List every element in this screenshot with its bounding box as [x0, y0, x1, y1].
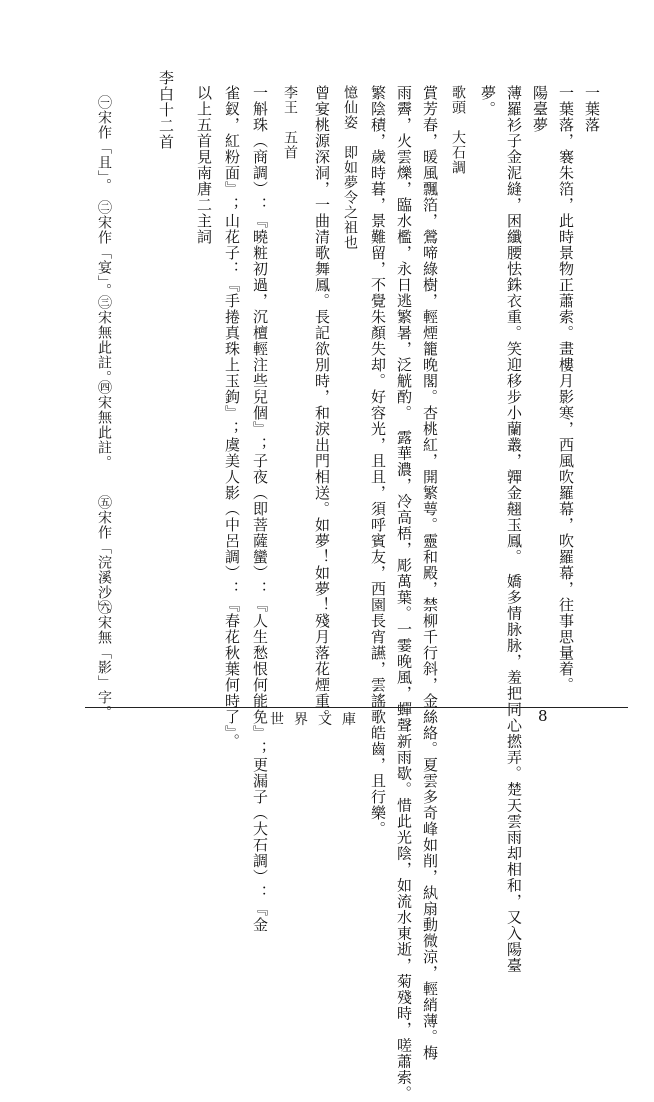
text-column: 曾宴桃源深洞，一曲清歌舞鳳。長記欲別時，和淚出門相送。如夢！如夢！殘月落花煙重。: [313, 85, 331, 725]
text-column: 陽臺夢: [531, 85, 549, 133]
text-column: 一葉落，褰朱箔，此時景物正蕭索。畫樓月影寒，西風吹羅幕，吹羅幕，往事思量着。: [557, 85, 575, 693]
footnote-item: ㊅宋無「影」字。: [96, 600, 112, 720]
text-column: 薄羅衫子金泥縫，困纖腰怯銖衣重。笑迎移步小蘭叢，嚲金翹玉鳳。 嬌多情脉脉，羞把同心撚弄。楚天雲雨却相和，又入陽臺: [505, 85, 523, 974]
text-column: 雀釵，紅粉面』；山花子：『手捲真珠上玉鉤』；虞美人影（中呂調）：『春花秋葉何時了』。: [223, 85, 241, 750]
text-column: 繁陰積，歲時暮，景難留，不覺朱顏失却。好容光，且且，須呼賓友，西園長宵讌，雲謠歌皓齒，且行樂。: [369, 85, 387, 837]
footnote-item: ㊁宋作「宴」。: [96, 200, 112, 298]
text-column: 李王 五首: [282, 85, 298, 160]
text-column: 李白十二首: [157, 70, 175, 150]
footer-publisher: 世界文庫: [270, 712, 366, 728]
page-number: 8: [538, 707, 548, 725]
text-column: 歌頭 大石調: [450, 85, 466, 175]
text-column: 憶仙姿 即如夢令之祖也: [342, 85, 358, 250]
footnote-item: ㊃宋無此註。: [96, 380, 112, 470]
footnote-item: ㊂宋無此註。: [96, 295, 112, 385]
footnote-item: ㊀宋作「且」。: [96, 95, 112, 193]
text-column: 賞芳春，暖風飄箔，鶯啼綠樹，輕煙籠晚閣。杏桃紅，開繁萼。靈和殿，禁柳千行斜，金絲絡。夏雲多奇峰如削，紈扇動微涼，輕綃薄。梅: [421, 85, 439, 1061]
text-column: 一斛珠（商調）：『曉粧初過，沉檀輕注些兒個』；子夜（即菩薩蠻）：『人生愁恨何能免』；更漏子（大石調）：『金: [251, 85, 269, 933]
text-column: 一葉落: [583, 85, 601, 133]
footnote-item: ㊄宋作「浣溪沙」。: [96, 495, 112, 623]
text-column: 夢。: [479, 85, 497, 117]
text-column: 以上五首見南唐二主詞: [195, 85, 213, 245]
text-column: 雨霽，火雲爍，臨水檻，永日逃繁暑，泛觥酌。 露華濃，冷高梧，彫萬葉。一霎晚風，蟬聲新雨歇。惜此光陰，如流水東逝，菊殘時，嗟蕭索。: [395, 85, 413, 1102]
